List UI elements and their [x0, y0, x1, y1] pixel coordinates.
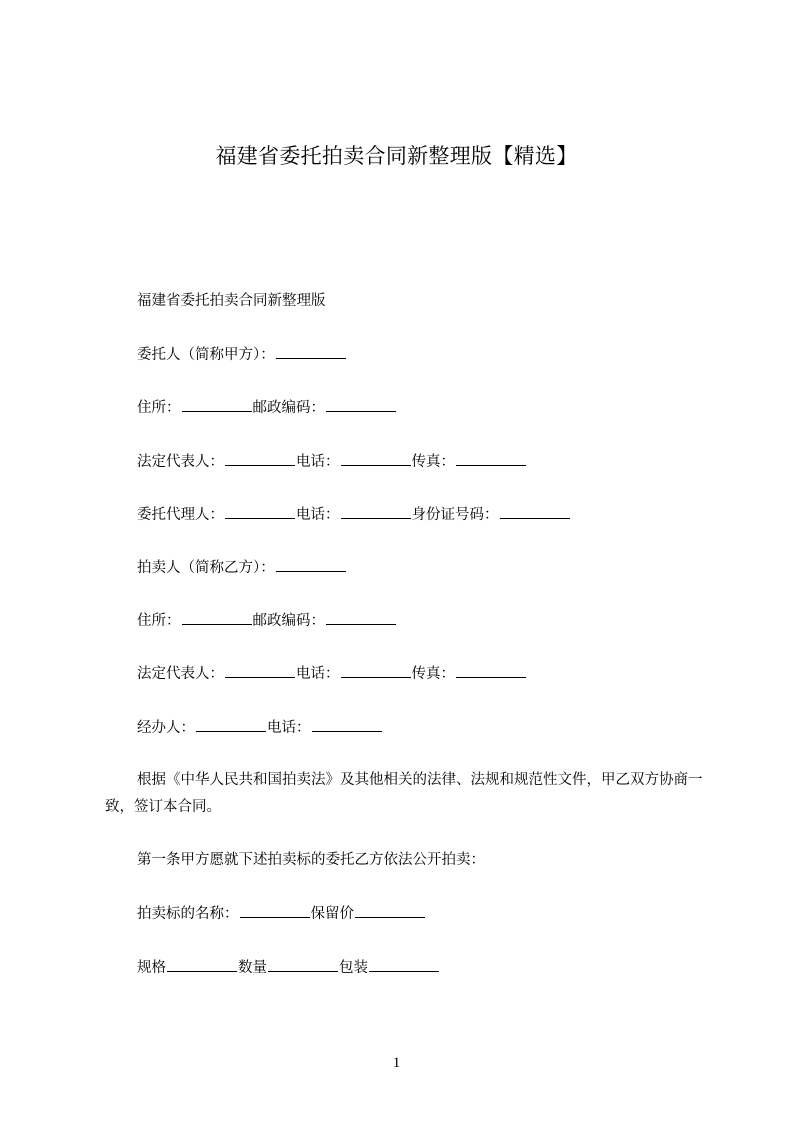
- address-label: 住所：: [137, 400, 181, 416]
- spec-line: [137, 957, 440, 978]
- blank-field: [456, 663, 526, 678]
- document-title: 福建省委托拍卖合同新整理版【精选】: [215, 144, 578, 168]
- reserve-price-label: 保留价: [310, 906, 354, 922]
- auctioneer-line: [137, 557, 347, 578]
- principal-line: [137, 344, 347, 365]
- tel-label: 电话：: [296, 666, 340, 682]
- intro-text: 根据《中华人民共和国拍卖法》及其他相关的法律、法规和规范性文件，甲乙双方协商一致，签订本合同。: [105, 772, 703, 815]
- item-line: [137, 903, 426, 924]
- blank-field: [225, 663, 295, 678]
- quantity-label: 数量: [238, 960, 267, 976]
- article-1: 第一条甲方愿就下述拍卖标的委托乙方依法公开拍卖：: [137, 852, 485, 868]
- blank-field: [225, 451, 295, 466]
- packaging-label: 包装: [339, 960, 368, 976]
- blank-field: [369, 957, 439, 972]
- blank-field: [456, 451, 526, 466]
- blank-field: [225, 504, 295, 519]
- fax-label: 传真：: [411, 666, 455, 682]
- blank-field: [240, 903, 310, 918]
- principal-agent-line: [137, 504, 571, 525]
- id-label: 身份证号码：: [411, 507, 499, 523]
- agent-label: 委托代理人：: [137, 507, 224, 523]
- fax-label: 传真：: [411, 454, 455, 470]
- blank-field: [268, 957, 338, 972]
- principal-rep-line: [137, 451, 527, 472]
- document-subtitle: 福建省委托拍卖合同新整理版: [137, 293, 326, 309]
- blank-field: [341, 663, 411, 678]
- item-name-label: 拍卖标的名称：: [137, 906, 239, 922]
- principal-label: 委托人（简称甲方）：: [137, 347, 275, 363]
- rep-label: 法定代表人：: [137, 454, 224, 470]
- auctioneer-rep-line: [137, 663, 527, 684]
- auctioneer-address-line: [137, 610, 397, 631]
- blank-field: [341, 504, 411, 519]
- blank-field: [182, 397, 252, 412]
- blank-field: [326, 397, 396, 412]
- tel-label: 电话：: [296, 507, 340, 523]
- blank-field: [341, 451, 411, 466]
- handler-line: [137, 717, 383, 738]
- auctioneer-label: 拍卖人（简称乙方）：: [137, 560, 275, 576]
- blank-field: [276, 557, 346, 572]
- tel-label: 电话：: [296, 454, 340, 470]
- blank-field: [312, 717, 382, 732]
- rep-label: 法定代表人：: [137, 666, 224, 682]
- address-label: 住所：: [137, 613, 181, 629]
- postcode-label: 邮政编码：: [252, 613, 325, 629]
- blank-field: [355, 903, 425, 918]
- blank-field: [276, 344, 346, 359]
- tel-label: 电话：: [267, 720, 311, 736]
- blank-field: [167, 957, 237, 972]
- blank-field: [196, 717, 266, 732]
- principal-address-line: [137, 397, 397, 418]
- postcode-label: 邮政编码：: [252, 400, 325, 416]
- blank-field: [182, 610, 252, 625]
- handler-label: 经办人：: [137, 720, 195, 736]
- blank-field: [500, 504, 570, 519]
- blank-field: [326, 610, 396, 625]
- page-number: 1: [392, 1055, 401, 1071]
- spec-label: 规格: [137, 960, 166, 976]
- intro-paragraph: [105, 767, 705, 821]
